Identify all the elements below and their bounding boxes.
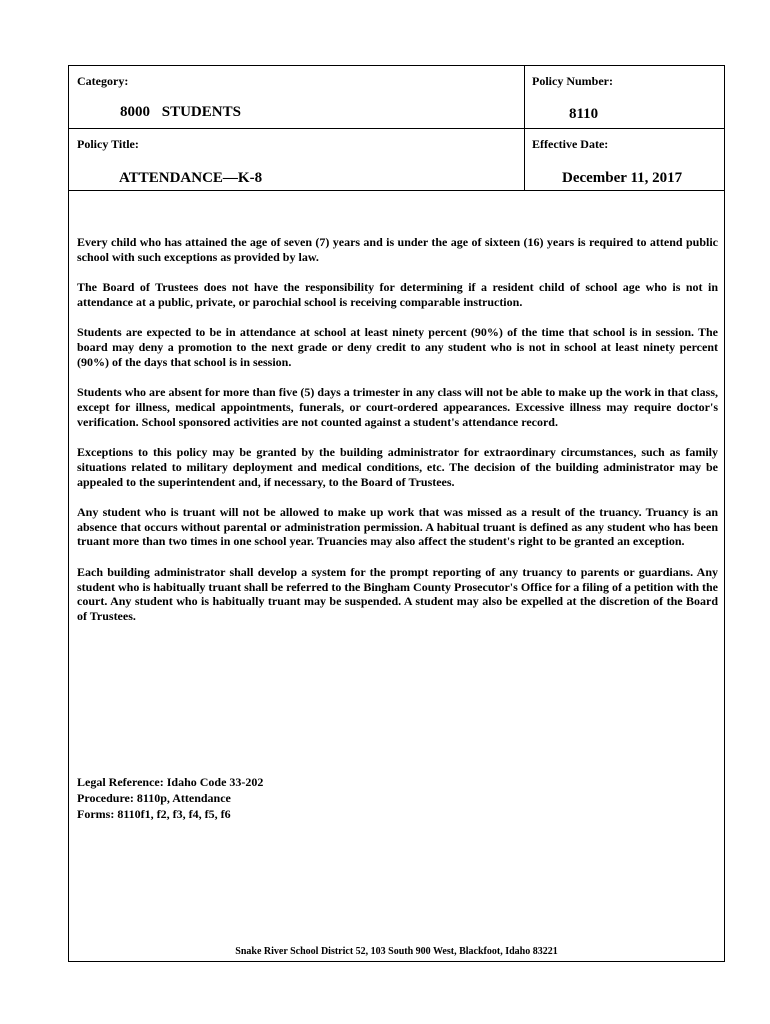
header-row-title	[69, 129, 724, 190]
policy-paragraph: Every child who has attained the age of seven (7) years and is under the age of sixteen (16) years is required to attend public school with such exceptions as provided by law.	[77, 235, 718, 264]
policy-document	[68, 65, 725, 962]
policy-number-label: Policy Number:	[532, 74, 613, 88]
policy-title-value: ATTENDANCE—K-8	[119, 170, 263, 186]
category-label: Category:	[77, 74, 129, 88]
policy-references	[77, 774, 263, 822]
policy-paragraph: Any student who is truant will not be allowed to make up work that was missed as a result of the truancy. Truancy is an absence that occurs without parental or administration permission. A habitual truant is defined as any student who has been truant more than two times in one school year. Truancies may also affect the student's right to be granted an exception.	[77, 504, 718, 549]
policy-title-cell	[69, 129, 525, 190]
category-value: 8000 STUDENTS	[120, 104, 241, 120]
policy-title-label: Policy Title:	[77, 137, 139, 151]
policy-paragraph: Each building administrator shall develop a system for the prompt reporting of any truancy to parents or guardians. Any student who is habitually truant shall be referred to the Bingham County Prosecutor's Office for a filing of a petition with the court. Any student who is habitually truant may be suspended. A student may also be expelled at the discretion of the Board of Trustees.	[77, 564, 718, 624]
effective-date-value: December 11, 2017	[562, 170, 683, 186]
header-row-category	[69, 66, 724, 129]
procedure-reference: Procedure: 8110p, Attendance	[77, 791, 231, 805]
policy-number-value: 8110	[569, 106, 599, 122]
effective-date-label: Effective Date:	[532, 137, 609, 151]
category-cell	[69, 66, 525, 128]
policy-body	[77, 235, 718, 639]
legal-reference: Legal Reference: Idaho Code 33-202	[77, 775, 264, 789]
policy-number-cell	[525, 66, 724, 128]
policy-paragraph: Students are expected to be in attendance at school at least ninety percent (90%) of the time that school is in session. The board may deny a promotion to the next grade or deny credit to any student who is not in school at least ninety percent (90%) of the days that school is in session.	[77, 325, 718, 369]
policy-header-table	[69, 66, 724, 191]
policy-paragraph: Exceptions to this policy may be granted by the building administrator for extraordinary circumstances, such as family situations related to military deployment and medical conditions, etc. The decision of the building administrator may be appealed to the superintendent and, if necessary, to the Board of Trustees.	[77, 444, 718, 489]
policy-paragraph: The Board of Trustees does not have the responsibility for determining if a resident child of school age who is not in attendance at a public, private, or parochial school is receiving comparable instruction.	[77, 280, 718, 309]
forms-reference: Forms: 8110f1, f2, f3, f4, f5, f6	[77, 807, 231, 821]
district-footer: Snake River School District 52, 103 South 900 West, Blackfoot, Idaho 83221	[235, 946, 558, 957]
effective-date-cell	[525, 129, 724, 190]
policy-paragraph: Students who are absent for more than five (5) days a trimester in any class will not be able to make up the work in that class, except for illness, medical appointments, funerals, or court-ordered appearances. Excessive illness may require doctor's verification. School sponsored activities are not counted against a student's attendance record.	[77, 385, 718, 429]
